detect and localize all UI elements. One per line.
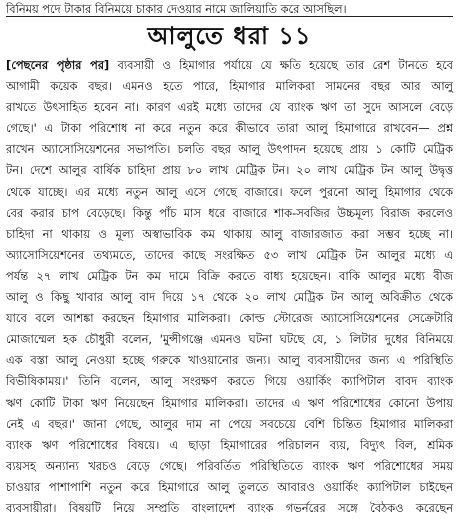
body-line: [পেছনের পৃষ্ঠার পর] ব্যবসায়ী ও হিমাগার পর্যায়ে যে ক্ষতি হয়েছে তার রেশ টানতে হবে bbox=[6, 58, 454, 72]
body-line: রাখেন অ্যাসোসিয়েশনের সভাপতি। চলতি বছর আলু উৎপাদন হয়েছে প্রায় ১ কোটি মেট্রিক bbox=[6, 142, 453, 157]
body-line: চাওয়ার পাশাপাশি নতুন করে হিমাগারে আলু তুলতে আবারও ওয়ার্কিং ক্যাপিটাল চাইছেন bbox=[6, 479, 453, 494]
body-line: বিভীষিকাময়।' তিনি বলেন, আলু সংরক্ষণ করতে গিয়ে ওয়ার্কিং ক্যাপিটাল বাবদ ব্যাংক bbox=[6, 374, 453, 389]
body-line: যাবে বলে আশঙ্কা করছেন হিমাগার মালিকরা। কোল্ড স্টোরেজ অ্যাসোসিয়েশনের সেক্রেটারি bbox=[6, 311, 453, 326]
article-body bbox=[6, 55, 453, 519]
continuation-marker: [পেছনের পৃষ্ঠার পর] bbox=[6, 58, 110, 72]
body-line: ব্যয়সহ অন্যান্য খরচও বেড়ে গেছে। পরিবর্তিত পরিস্থিতিতে ব্যাংক ঋণ পরিশোধের সময় bbox=[6, 458, 453, 473]
body-line: মোজাম্মেল হক চৌধুরী বলেন, 'মুন্সীগঞ্জে এমনও ঘটনা ঘটছে যে, ১ লিটার দুধের বিনিময়ে bbox=[6, 332, 453, 347]
body-line: থেকে যাচ্ছে। এর মধ্যে নতুন আলু এসে গেছে বাজারে। ফলে পুরনো আলু হিমাগার থেকে bbox=[6, 184, 453, 199]
body-line: পর্যন্ত ২৭ লাখ মেট্রিক টন কম দামে বিক্রি করতে বাধ্য হয়েছেন। বাকি আলুর মধ্যে বীজ bbox=[6, 268, 453, 283]
article-headline: আলুতে ধরা ১১ bbox=[147, 21, 312, 50]
body-line: টন। দেশে আলুর বার্ষিক চাহিদা প্রায় ৮০ লাখ মেট্রিক টন। ২০ লাখ মেট্রিক টন আলু উদ্বৃত্ত bbox=[6, 163, 453, 178]
previous-article-tail: বিনিময় পদে টাকার বিনিময়ে চাকার দেওয়ার নামে জালিয়াতি করে আসছিল। bbox=[6, 2, 347, 16]
body-line: আলু ও কিছু খাবার আলু বাদ দিয়ে ১৭ থেকে ২০ লাখ মেট্রিক টন আলু অবিক্রীত থেকে bbox=[6, 290, 453, 305]
body-line: এক বস্তা আলু নেওয়া হচ্ছে গরুকে খাওয়ানোর জন্য। আলু ব্যবসায়ীদের জন্য এ পরিস্থিতি bbox=[6, 353, 453, 368]
body-line: ঋণ কোটি টাকা ঋণ নিয়েছেন হিমাগার মালিকরা। তাদের এ ঋণ পরিশোধের কোনো উপায় bbox=[6, 395, 453, 410]
body-line: অ্যাসোসিয়েশনের তথ্যমতে, তাদের কাছে সংরক্ষিত ৫৩ লাখ মেট্রিক টন আলুর মধ্যে এ bbox=[6, 247, 453, 262]
body-line: আগামী কয়েক বছর। এমনও হতে পারে, হিমাগার মালিকরা সামনের বছর আর আলু bbox=[6, 79, 453, 94]
body-line: বের করার চাপ বেড়েছে। কিন্তু পাঁচ মাস ধরে বাজারে শাক-সবজির উচ্চমূল্য বিরাজ করলেও bbox=[6, 205, 453, 220]
body-line: চাহিদা না থাকায় ও মূল্য অস্বাভাবিক কম থাকায় আলু বাজারজাত করা সম্ভব হচ্ছে না। bbox=[6, 226, 453, 241]
body-line: নেই এ বছর।' জানা গেছে, আলুর দাম না পেয়ে সবচেয়ে বেশি চিন্তিত হিমাগার মালিকরা bbox=[6, 416, 453, 431]
body-line: ব্যবসায়ীরা। বিষয়টি নিয়ে সম্প্রতি বাংলাদেশ ব্যাংক গভর্নরের সঙ্গে বৈঠকও করেছেন bbox=[6, 500, 453, 515]
body-line: ব্যাংক ঋণ পরিশোধের বিষয়ে। এ ছাড়া হিমাগারের পরিচালন ব্যয়, বিদ্যুৎ বিল, শ্রমিক bbox=[6, 437, 453, 452]
body-line: রাখতে উৎসাহিত হবেন না। কারণ এরই মধ্যে তাদের যে ব্যাংক ঋণ তা সুদে আসলে বেড়ে bbox=[6, 100, 453, 115]
body-line: গেছে।' এ টাকা পরিশোধ না করে নতুন করে কীভাবে তারা আলু হিমাগারে রাখবেন— প্রশ্ন bbox=[6, 121, 453, 136]
